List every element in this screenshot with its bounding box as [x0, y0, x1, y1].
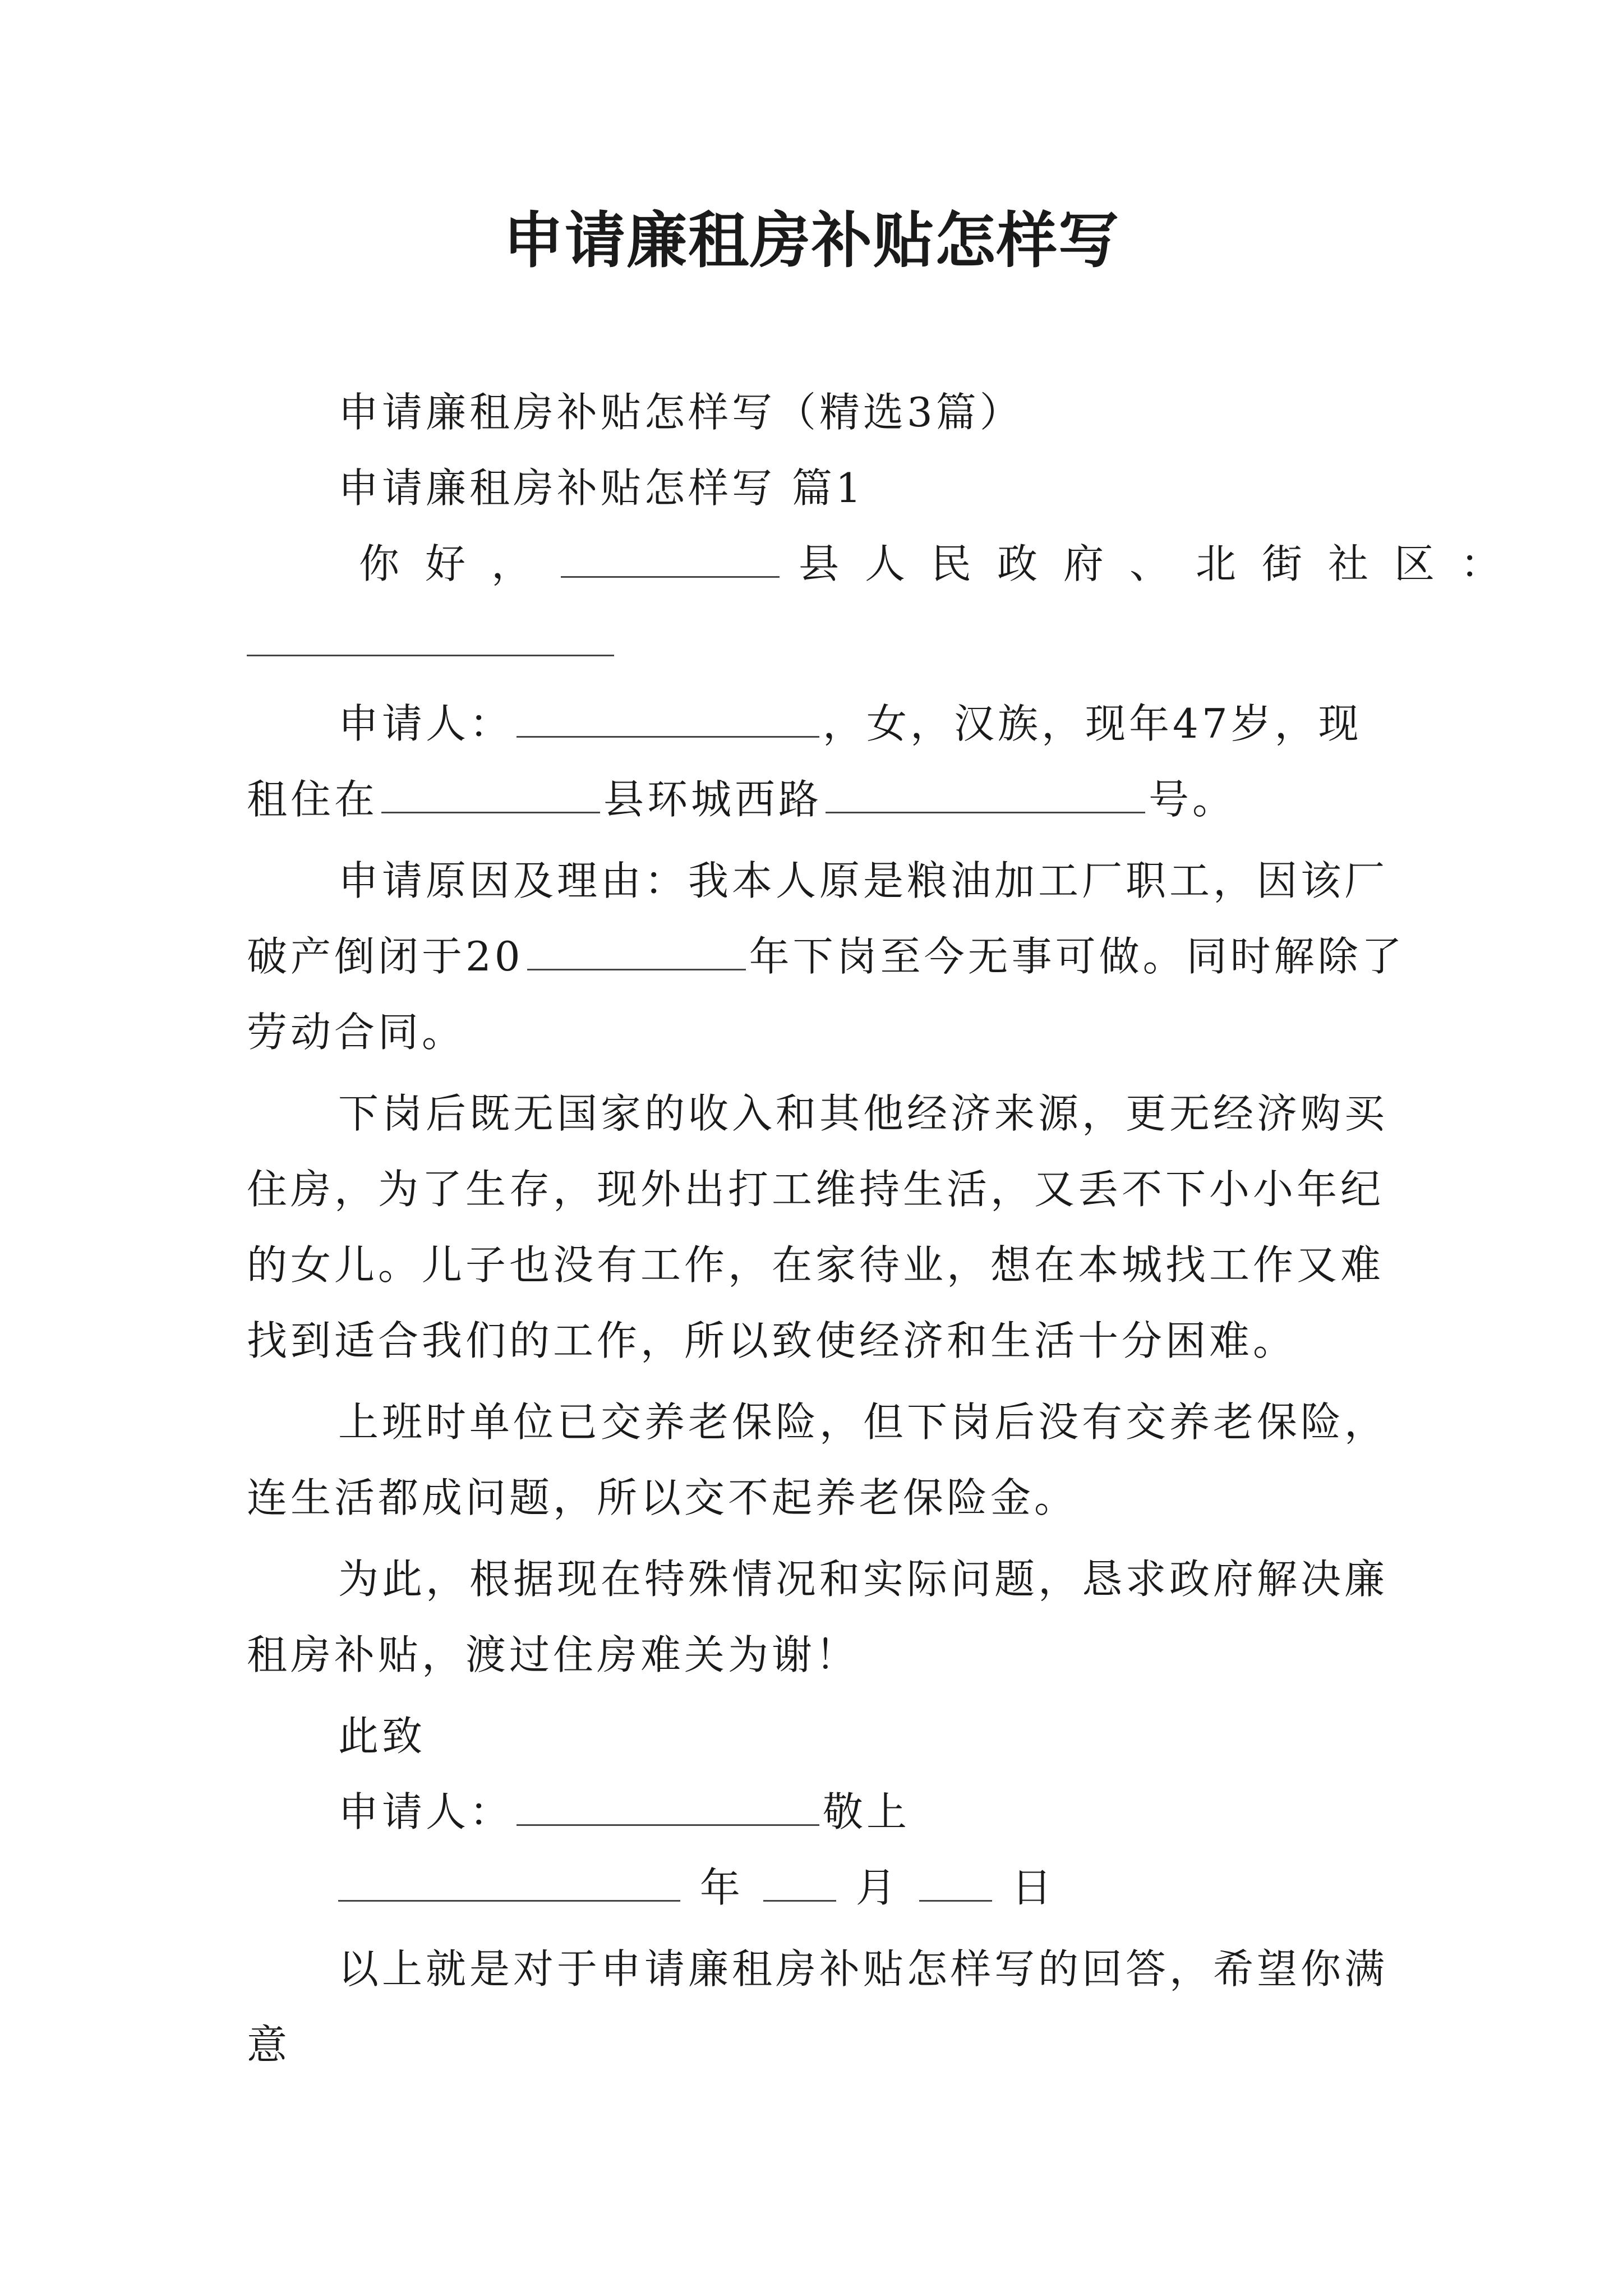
- request-line-1: 为此，根据现在特殊情况和实际问题，恳求政府解决廉: [338, 1556, 1389, 1603]
- date-day-label: 日: [1011, 1864, 1055, 1911]
- greeting-line: [359, 536, 1527, 592]
- signature-label: 申请人：: [338, 1788, 514, 1835]
- insurance-line-2: 连生活都成问题，所以交不起养老保险金。: [247, 1474, 1078, 1521]
- blank-residence-county: [381, 772, 600, 813]
- footer-line-1: 以上就是对于申请廉租房补贴怎样写的回答，希望你满: [338, 1945, 1389, 1993]
- blank-year: [527, 930, 746, 970]
- hardship-line-2: 住房，为了生存，现外出打工维持生活，又丢不下小小年纪: [247, 1166, 1385, 1213]
- footer-line-2: 意: [247, 2021, 291, 2068]
- reason-line-2: [247, 928, 1405, 984]
- blank-county: [561, 537, 780, 578]
- blank-date-prefix: [338, 1861, 680, 1902]
- date-year-label: 年: [699, 1864, 744, 1911]
- applicant-line-1: [338, 696, 1362, 752]
- blank-house-number: [826, 772, 1145, 813]
- hardship-line-3: 的女儿。儿子也没有工作，在家待业，想在本城找工作又难: [247, 1241, 1385, 1289]
- residence-suffix: 号。: [1149, 776, 1237, 823]
- reason-line-3: 劳动合同。: [247, 1009, 466, 1056]
- section-heading: 申请廉租房补贴怎样写 篇1: [338, 464, 865, 512]
- document-title: 申请廉租房补贴怎样写: [502, 206, 1120, 276]
- subtitle: 申请廉租房补贴怎样写（精选3篇）: [338, 389, 1023, 436]
- residence-prefix: 租住在: [247, 776, 379, 823]
- reason-year-prefix: 破产倒闭于20: [247, 933, 524, 980]
- blank-signature: [517, 1785, 819, 1826]
- reason-year-suffix: 年下岗至今无事可做。同时解除了: [749, 933, 1405, 980]
- applicant-label: 申请人：: [338, 700, 514, 747]
- greeting-part1: 你好，: [359, 540, 558, 587]
- greeting-part2: 县人民政府、北街社区：: [799, 540, 1527, 587]
- signature-respect: 敬上: [823, 1788, 911, 1835]
- blank-month: [763, 1861, 836, 1902]
- signature-line: [338, 1784, 910, 1840]
- residence-street: 县环城西路: [603, 776, 823, 823]
- date-month-label: 月: [855, 1864, 900, 1911]
- closing: 此致: [338, 1713, 426, 1760]
- blank-community: [247, 615, 614, 656]
- greeting-blank-line: [247, 614, 614, 670]
- hardship-line-1: 下岗后既无国家的收入和其他经济来源，更无经济购买: [338, 1090, 1389, 1137]
- blank-applicant-name: [517, 697, 819, 738]
- date-line: [338, 1860, 1055, 1916]
- applicant-line-2: [247, 771, 1236, 827]
- insurance-line-1: 上班时单位已交养老保险，但下岗后没有交养老保险，: [338, 1398, 1389, 1446]
- hardship-line-4: 找到适合我们的工作，所以致使经济和生活十分困难。: [247, 1317, 1297, 1364]
- request-line-2: 租房补贴，渡过住房难关为谢！: [247, 1631, 860, 1678]
- applicant-details: ，女，汉族，现年47岁，现: [823, 700, 1362, 747]
- blank-day: [919, 1861, 992, 1902]
- reason-line-1: 申请原因及理由：我本人原是粮油加工厂职工，因该厂: [338, 857, 1389, 904]
